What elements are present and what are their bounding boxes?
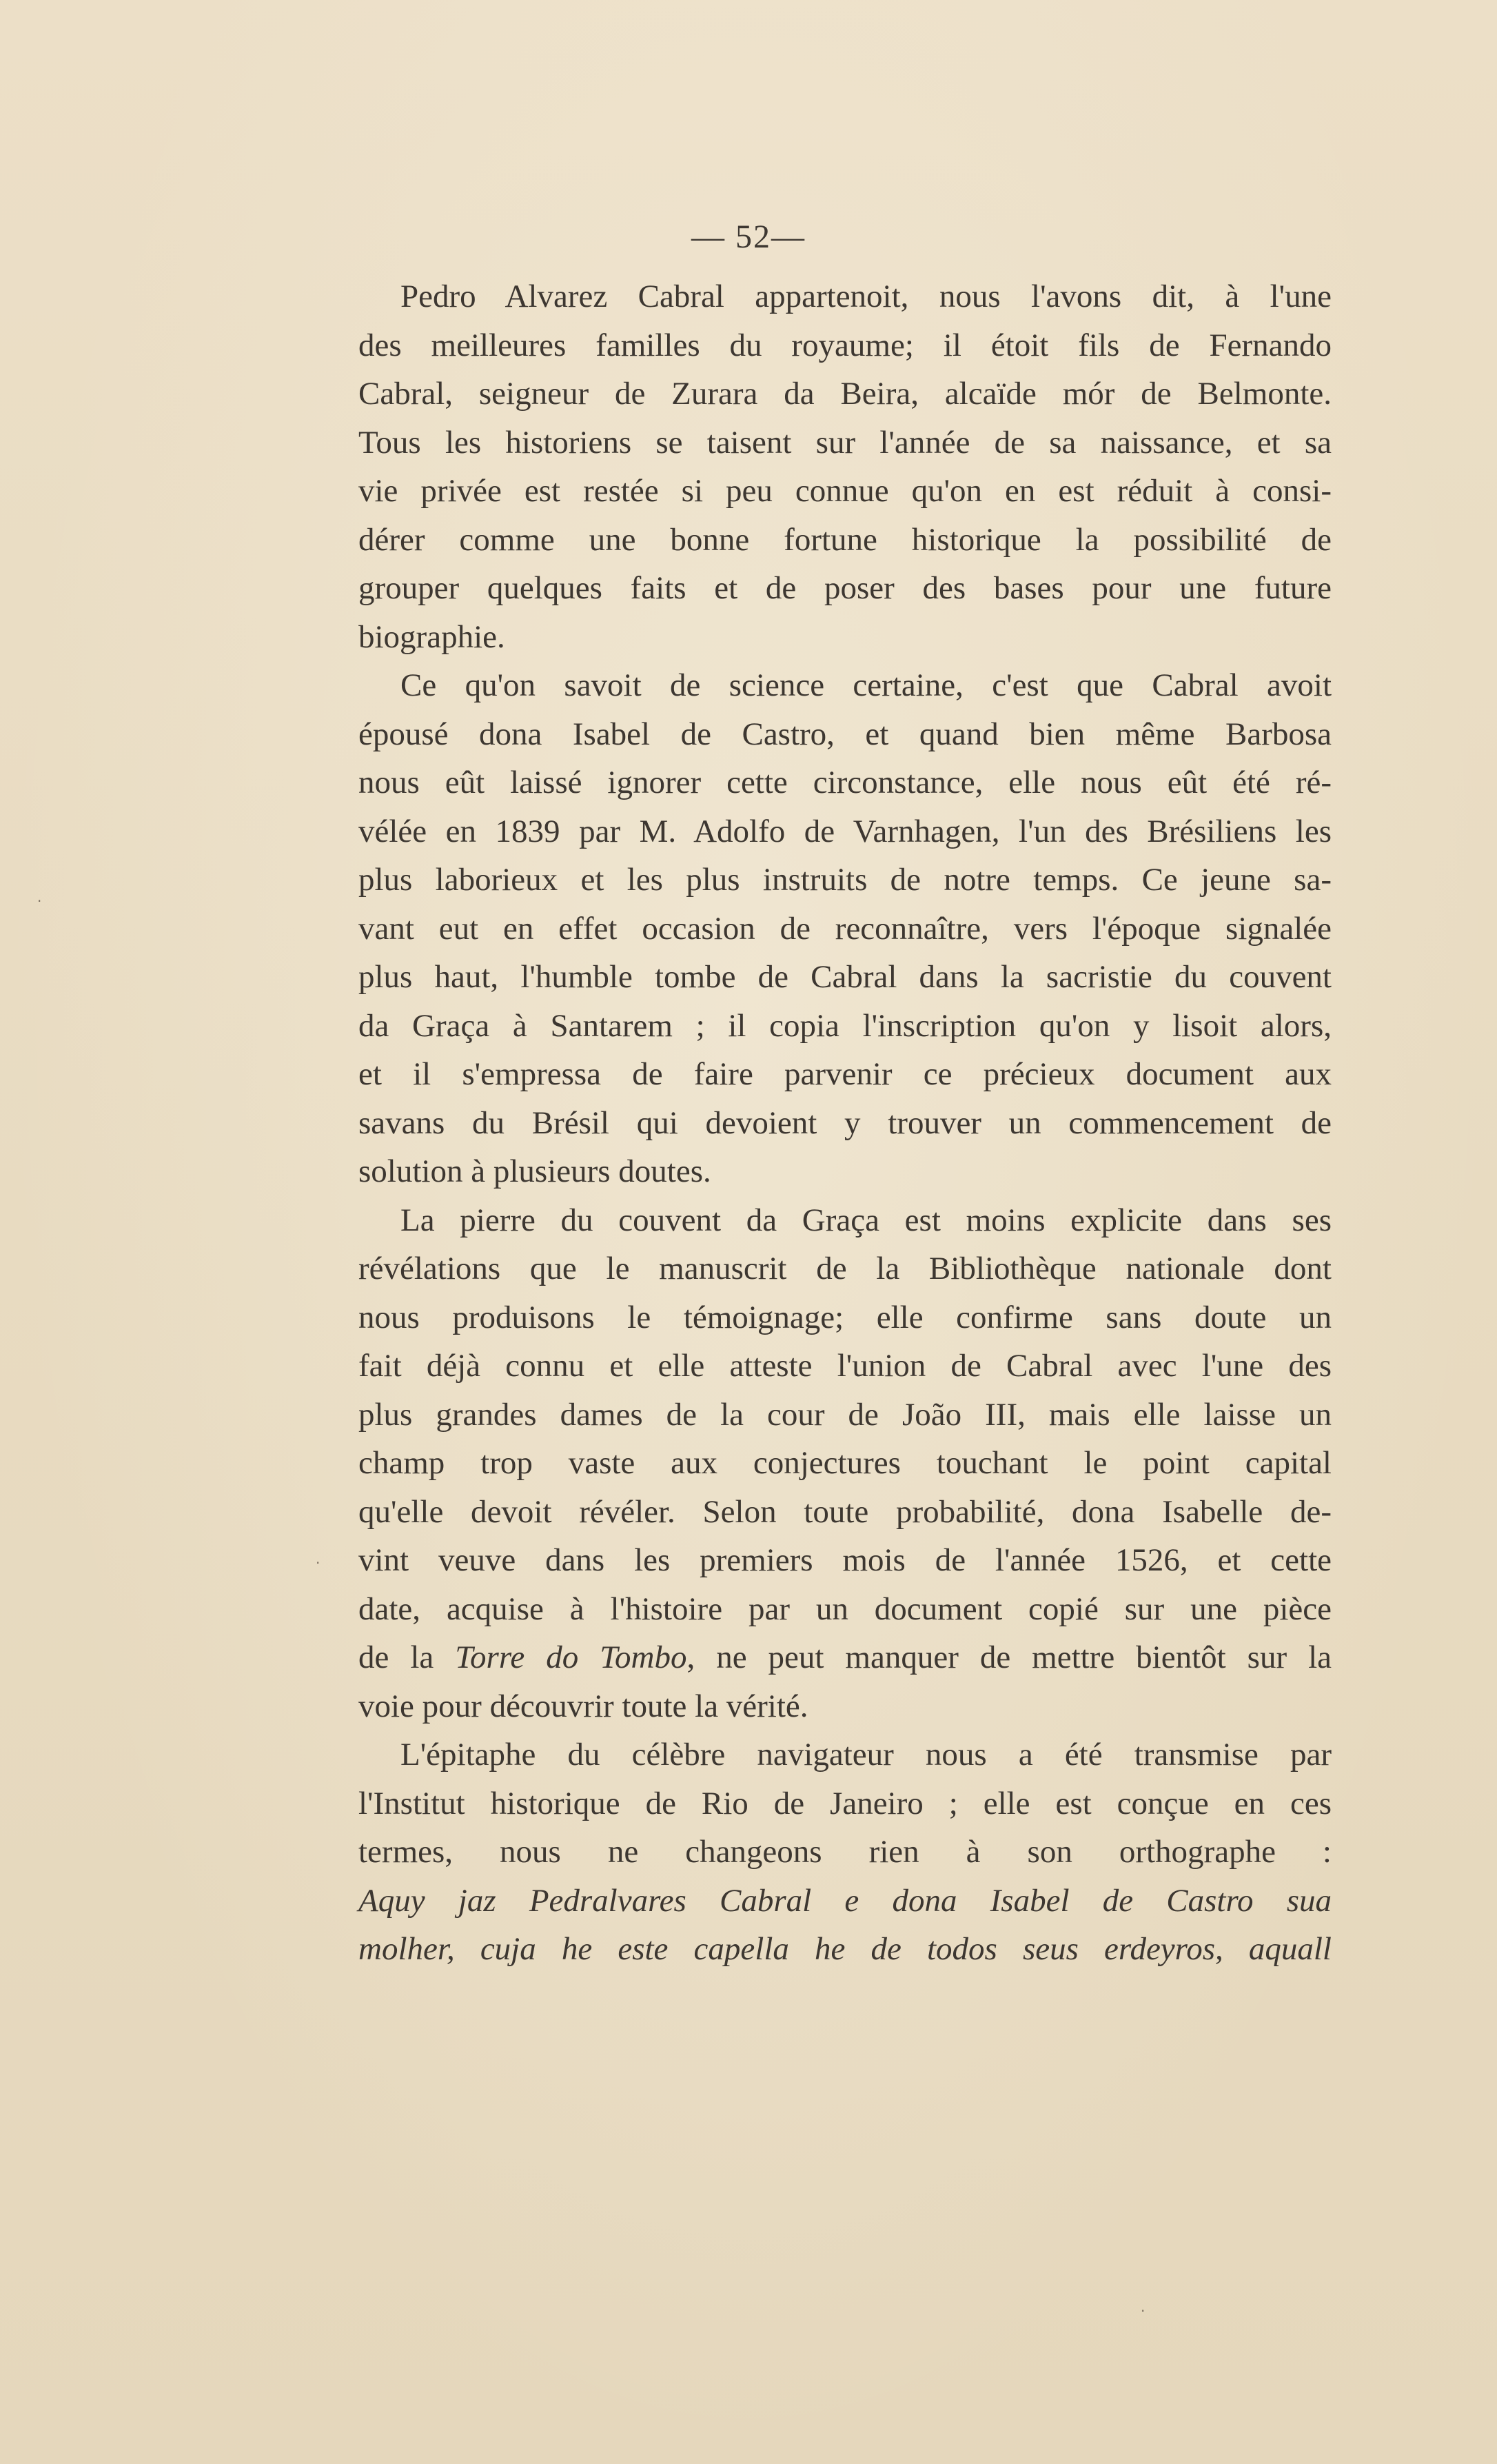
text-line: da Graça à Santarem ; il copia l'inscription qu'on y lisoit alors,	[358, 1007, 1332, 1044]
text-line: termes, nous ne changeons rien à son orthographe :	[358, 1834, 1332, 1870]
text-line: Pedro Alvarez Cabral appartenoit, nous l'avons dit, à l'une	[400, 279, 1332, 314]
paragraph	[358, 1196, 1332, 1731]
paragraph	[358, 661, 1332, 1196]
text-line: solution à plusieurs doutes.	[358, 1153, 711, 1189]
text-line: Ce qu'on savoit de science certaine, c'est que Cabral avoit	[400, 667, 1332, 703]
text-line: fait déjà connu et elle atteste l'union de Cabral avec l'une des	[358, 1348, 1332, 1384]
body-text	[358, 272, 1332, 1974]
text-line: épousé dona Isabel de Castro, et quand bien même Barbosa	[358, 716, 1332, 752]
text-line: voie pour découvrir toute la vérité.	[358, 1688, 808, 1724]
text-line: plus laborieux et les plus instruits de notre temps. Ce jeune sa-	[358, 862, 1332, 898]
text-line: plus haut, l'humble tombe de Cabral dans la sacristie du couvent	[358, 959, 1332, 995]
text-line: nous produisons le témoignage; elle confirme sans doute un	[358, 1299, 1332, 1335]
text-line: La pierre du couvent da Graça est moins explicite dans ses	[400, 1202, 1332, 1238]
text-line: Tous les historiens se taisent sur l'année de sa naissance, et sa	[358, 424, 1332, 461]
margin-speck: ·	[316, 1555, 320, 1571]
text-line: vant eut en effet occasion de reconnaître, vers l'époque signalée	[358, 910, 1332, 947]
text-line: de la Torre do Tombo, ne peut manquer de mettre bientôt sur la	[358, 1639, 1332, 1675]
text-line: grouper quelques faits et de poser des bases pour une future	[358, 570, 1332, 606]
text-line: dérer comme une bonne fortune historique la possibilité de	[358, 521, 1332, 558]
text-line: l'Institut historique de Rio de Janeiro ; elle est conçue en ces	[358, 1785, 1332, 1821]
text-line: vie privée est restée si peu connue qu'on en est réduit à consi-	[358, 473, 1332, 509]
text-line: qu'elle devoit révéler. Selon toute probabilité, dona Isabelle de-	[358, 1493, 1332, 1530]
text-line: plus grandes dames de la cour de João III, mais elle laisse un	[358, 1396, 1332, 1433]
margin-speck: ·	[1141, 2303, 1145, 2319]
text-line: vélée en 1839 par M. Adolfo de Varnhagen, l'un des Brésiliens les	[358, 813, 1332, 849]
page-number: — 52—	[691, 219, 806, 255]
margin-speck: ·	[37, 893, 42, 909]
text-line: nous eût laissé ignorer cette circonstance, elle nous eût été ré-	[358, 765, 1332, 800]
text-line: révélations que le manuscrit de la Bibliothèque nationale dont	[358, 1251, 1332, 1286]
text-line: des meilleures familles du royaume; il étoit fils de Fernando	[358, 327, 1332, 363]
text-line: L'épitaphe du célèbre navigateur nous a été transmise par	[400, 1737, 1332, 1773]
text-line: biographie.	[358, 618, 505, 655]
text-line: Aquy jaz Pedralvares Cabral e dona Isabel de Castro sua	[358, 1882, 1332, 1919]
text-line: date, acquise à l'histoire par un document copié sur une pièce	[358, 1591, 1332, 1627]
text-line: molher, cuja he este capella he de todos seus erdeyros, aquall	[358, 1931, 1332, 1967]
paragraph	[358, 272, 1332, 661]
text-line: Cabral, seigneur de Zurara da Beira, alcaïde mór de Belmonte.	[358, 376, 1332, 412]
text-line: savans du Brésil qui devoient y trouver un commencement de	[358, 1104, 1332, 1141]
text-line: vint veuve dans les premiers mois de l'année 1526, et cette	[358, 1542, 1332, 1578]
text-line: champ trop vaste aux conjectures touchant le point capital	[358, 1445, 1332, 1481]
text-line: et il s'empressa de faire parvenir ce précieux document aux	[358, 1056, 1332, 1092]
paragraph	[358, 1730, 1332, 1974]
